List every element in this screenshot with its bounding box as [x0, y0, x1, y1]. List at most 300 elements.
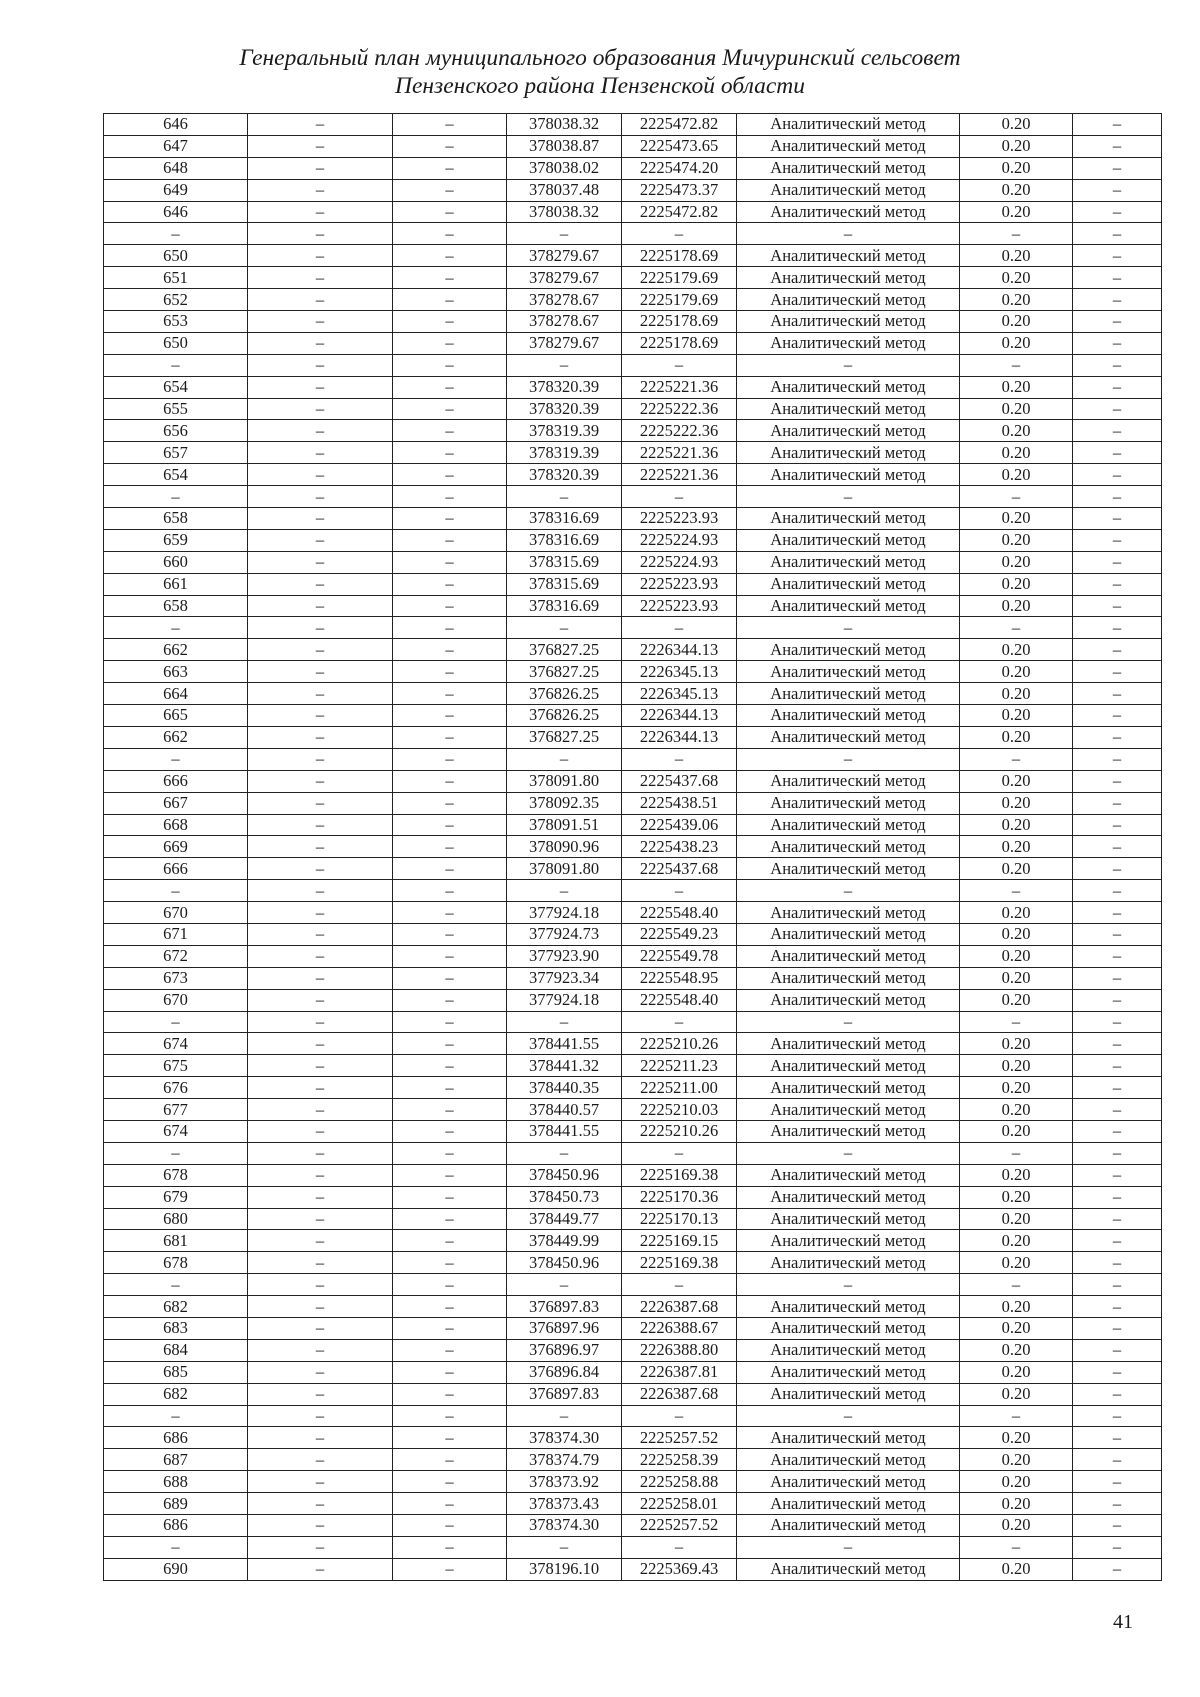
- table-cell: –: [1073, 1208, 1162, 1230]
- table-cell: 679: [104, 1186, 248, 1208]
- table-cell: 0.20: [960, 792, 1073, 814]
- table-row: [104, 486, 1162, 508]
- table-row: [104, 508, 1162, 530]
- table-cell: 0.20: [960, 923, 1073, 945]
- table-cell: –: [248, 1427, 393, 1449]
- table-cell: 646: [104, 114, 248, 136]
- table-cell: –: [248, 135, 393, 157]
- table-cell: 2225210.03: [622, 1099, 737, 1121]
- table-cell: 689: [104, 1493, 248, 1515]
- table-cell: –: [737, 880, 960, 902]
- table-cell: 2225473.37: [622, 179, 737, 201]
- table-cell: –: [1073, 902, 1162, 924]
- table-cell: –: [960, 1536, 1073, 1558]
- table-cell: –: [1073, 1449, 1162, 1471]
- table-cell: –: [248, 858, 393, 880]
- table-cell: –: [248, 1274, 393, 1296]
- table-cell: –: [393, 814, 507, 836]
- table-cell: Аналитический метод: [737, 1449, 960, 1471]
- table-row: [104, 1449, 1162, 1471]
- table-cell: 674: [104, 1033, 248, 1055]
- table-cell: –: [104, 1011, 248, 1033]
- table-row: [104, 1252, 1162, 1274]
- table-cell: –: [1073, 398, 1162, 420]
- table-cell: –: [248, 1383, 393, 1405]
- table-cell: –: [248, 1208, 393, 1230]
- table-cell: –: [507, 1011, 622, 1033]
- table-row: [104, 157, 1162, 179]
- table-cell: 2226344.13: [622, 726, 737, 748]
- table-cell: 2225210.26: [622, 1033, 737, 1055]
- table-cell: –: [1073, 179, 1162, 201]
- table-cell: 0.20: [960, 289, 1073, 311]
- table-cell: 663: [104, 661, 248, 683]
- table-row: [104, 836, 1162, 858]
- table-cell: 2225178.69: [622, 245, 737, 267]
- table-cell: –: [1073, 1361, 1162, 1383]
- table-cell: –: [737, 748, 960, 770]
- table-cell: Аналитический метод: [737, 1296, 960, 1318]
- table-cell: –: [1073, 376, 1162, 398]
- table-cell: 378450.96: [507, 1252, 622, 1274]
- table-cell: 674: [104, 1120, 248, 1142]
- table-cell: –: [248, 1230, 393, 1252]
- table-cell: –: [622, 1011, 737, 1033]
- table-cell: 682: [104, 1296, 248, 1318]
- table-cell: –: [393, 1296, 507, 1318]
- table-row: [104, 398, 1162, 420]
- table-cell: –: [1073, 442, 1162, 464]
- table-cell: Аналитический метод: [737, 201, 960, 223]
- table-cell: 0.20: [960, 157, 1073, 179]
- table-cell: 377923.34: [507, 967, 622, 989]
- table-cell: 376827.25: [507, 726, 622, 748]
- table-cell: –: [393, 551, 507, 573]
- table-cell: 2225224.93: [622, 551, 737, 573]
- table-cell: 2225472.82: [622, 114, 737, 136]
- table-cell: 378320.39: [507, 398, 622, 420]
- table-cell: 666: [104, 858, 248, 880]
- table-cell: –: [393, 1383, 507, 1405]
- table-cell: –: [104, 1142, 248, 1164]
- table-cell: Аналитический метод: [737, 945, 960, 967]
- table-cell: 0.20: [960, 376, 1073, 398]
- table-cell: Аналитический метод: [737, 1208, 960, 1230]
- table-cell: 378450.73: [507, 1186, 622, 1208]
- table-cell: –: [1073, 814, 1162, 836]
- table-cell: –: [248, 376, 393, 398]
- table-cell: 2225437.68: [622, 770, 737, 792]
- table-cell: 0.20: [960, 1427, 1073, 1449]
- table-cell: –: [393, 1361, 507, 1383]
- table-cell: 378319.39: [507, 420, 622, 442]
- table-cell: 378320.39: [507, 376, 622, 398]
- table-cell: –: [393, 989, 507, 1011]
- table-cell: 2225474.20: [622, 157, 737, 179]
- table-cell: –: [248, 508, 393, 530]
- table-row: [104, 179, 1162, 201]
- table-cell: 0.20: [960, 836, 1073, 858]
- table-cell: 0.20: [960, 1099, 1073, 1121]
- table-cell: Аналитический метод: [737, 1493, 960, 1515]
- table-cell: 669: [104, 836, 248, 858]
- table-cell: Аналитический метод: [737, 1164, 960, 1186]
- table-cell: –: [248, 705, 393, 727]
- table-cell: –: [248, 1186, 393, 1208]
- table-cell: 378092.35: [507, 792, 622, 814]
- table-cell: Аналитический метод: [737, 551, 960, 573]
- table-cell: 378440.57: [507, 1099, 622, 1121]
- table-cell: 0.20: [960, 464, 1073, 486]
- table-cell: –: [1073, 332, 1162, 354]
- table-cell: 2225258.01: [622, 1493, 737, 1515]
- table-cell: 687: [104, 1449, 248, 1471]
- table-cell: –: [393, 245, 507, 267]
- table-cell: –: [248, 1558, 393, 1580]
- table-cell: 0.20: [960, 858, 1073, 880]
- table-cell: –: [248, 114, 393, 136]
- table-cell: –: [393, 1405, 507, 1427]
- table-row: [104, 770, 1162, 792]
- table-cell: –: [622, 880, 737, 902]
- table-cell: 647: [104, 135, 248, 157]
- table-cell: –: [960, 617, 1073, 639]
- table-cell: –: [393, 1471, 507, 1493]
- table-cell: 648: [104, 157, 248, 179]
- table-cell: –: [248, 1120, 393, 1142]
- table-cell: 0.20: [960, 639, 1073, 661]
- table-cell: 376896.84: [507, 1361, 622, 1383]
- table-cell: –: [393, 1427, 507, 1449]
- table-cell: 0.20: [960, 1296, 1073, 1318]
- table-row: [104, 1405, 1162, 1427]
- table-cell: 378279.67: [507, 245, 622, 267]
- table-cell: 2225221.36: [622, 464, 737, 486]
- table-cell: –: [393, 770, 507, 792]
- table-cell: 0.20: [960, 1361, 1073, 1383]
- table-row: [104, 617, 1162, 639]
- table-cell: –: [248, 289, 393, 311]
- table-cell: –: [248, 726, 393, 748]
- table-cell: 377924.73: [507, 923, 622, 945]
- table-cell: –: [248, 245, 393, 267]
- table-cell: 681: [104, 1230, 248, 1252]
- table-cell: 0.20: [960, 1449, 1073, 1471]
- table-cell: Аналитический метод: [737, 1427, 960, 1449]
- table-cell: Аналитический метод: [737, 1055, 960, 1077]
- table-cell: –: [393, 1515, 507, 1537]
- table-cell: Аналитический метод: [737, 967, 960, 989]
- table-cell: –: [1073, 1471, 1162, 1493]
- table-cell: Аналитический метод: [737, 442, 960, 464]
- table-cell: 378441.55: [507, 1120, 622, 1142]
- table-cell: –: [1073, 245, 1162, 267]
- table-cell: –: [248, 1339, 393, 1361]
- table-cell: 2225170.13: [622, 1208, 737, 1230]
- table-cell: –: [248, 529, 393, 551]
- table-cell: 0.20: [960, 1493, 1073, 1515]
- table-cell: 670: [104, 989, 248, 1011]
- table-cell: –: [393, 1055, 507, 1077]
- table-cell: –: [393, 267, 507, 289]
- table-row: [104, 726, 1162, 748]
- table-cell: –: [393, 1558, 507, 1580]
- table-cell: 2225169.38: [622, 1252, 737, 1274]
- table-row: [104, 135, 1162, 157]
- table-cell: –: [393, 1033, 507, 1055]
- table-cell: –: [393, 376, 507, 398]
- table-cell: 376827.25: [507, 639, 622, 661]
- table-row: [104, 1142, 1162, 1164]
- table-cell: –: [1073, 1427, 1162, 1449]
- table-cell: 2225211.00: [622, 1077, 737, 1099]
- table-cell: –: [1073, 289, 1162, 311]
- table-cell: Аналитический метод: [737, 923, 960, 945]
- table-cell: Аналитический метод: [737, 464, 960, 486]
- table-cell: –: [393, 1252, 507, 1274]
- table-cell: –: [507, 880, 622, 902]
- table-cell: –: [248, 420, 393, 442]
- table-cell: 0.20: [960, 114, 1073, 136]
- table-cell: –: [507, 617, 622, 639]
- table-cell: 2225439.06: [622, 814, 737, 836]
- table-cell: Аналитический метод: [737, 1186, 960, 1208]
- table-cell: –: [1073, 880, 1162, 902]
- table-row: [104, 376, 1162, 398]
- table-cell: 686: [104, 1515, 248, 1537]
- table-cell: –: [393, 354, 507, 376]
- table-cell: –: [1073, 836, 1162, 858]
- table-cell: 2225437.68: [622, 858, 737, 880]
- table-cell: Аналитический метод: [737, 726, 960, 748]
- table-cell: –: [248, 157, 393, 179]
- table-cell: 664: [104, 683, 248, 705]
- table-cell: 2226387.68: [622, 1296, 737, 1318]
- table-row: [104, 639, 1162, 661]
- table-cell: –: [1073, 1383, 1162, 1405]
- page-header: [0, 44, 1200, 100]
- table-cell: Аналитический метод: [737, 1099, 960, 1121]
- table-cell: –: [248, 1515, 393, 1537]
- table-cell: 0.20: [960, 508, 1073, 530]
- table-cell: Аналитический метод: [737, 376, 960, 398]
- table-cell: –: [1073, 114, 1162, 136]
- table-cell: 378373.92: [507, 1471, 622, 1493]
- table-cell: –: [737, 617, 960, 639]
- table-cell: –: [1073, 858, 1162, 880]
- table-cell: –: [393, 1449, 507, 1471]
- table-cell: Аналитический метод: [737, 311, 960, 333]
- table-cell: 654: [104, 376, 248, 398]
- table-cell: 376827.25: [507, 661, 622, 683]
- table-cell: 2225178.69: [622, 332, 737, 354]
- table-cell: –: [393, 967, 507, 989]
- table-cell: 690: [104, 1558, 248, 1580]
- table-cell: –: [393, 726, 507, 748]
- table-cell: –: [104, 354, 248, 376]
- table-cell: 0.20: [960, 1077, 1073, 1099]
- table-cell: –: [1073, 267, 1162, 289]
- table-cell: –: [248, 1405, 393, 1427]
- table-cell: –: [104, 1405, 248, 1427]
- table-cell: 0.20: [960, 179, 1073, 201]
- table-cell: Аналитический метод: [737, 1317, 960, 1339]
- header-title-line-2: Пензенского района Пензенской области: [395, 73, 805, 99]
- table-cell: 2225223.93: [622, 573, 737, 595]
- table-cell: –: [622, 1536, 737, 1558]
- table-cell: 378374.30: [507, 1515, 622, 1537]
- table-cell: –: [393, 114, 507, 136]
- table-cell: –: [248, 639, 393, 661]
- table-cell: –: [960, 1405, 1073, 1427]
- table-cell: 2225221.36: [622, 376, 737, 398]
- coordinates-table: [103, 113, 1162, 1581]
- table-cell: 0.20: [960, 726, 1073, 748]
- table-cell: –: [248, 1449, 393, 1471]
- table-cell: –: [248, 442, 393, 464]
- table-cell: 2225549.23: [622, 923, 737, 945]
- table-cell: 378278.67: [507, 311, 622, 333]
- table-row: [104, 1493, 1162, 1515]
- table-cell: –: [393, 595, 507, 617]
- table-row: [104, 573, 1162, 595]
- table-cell: 378038.32: [507, 114, 622, 136]
- table-cell: 0.20: [960, 551, 1073, 573]
- table-cell: Аналитический метод: [737, 989, 960, 1011]
- table-cell: –: [393, 1493, 507, 1515]
- table-cell: –: [393, 398, 507, 420]
- table-cell: 378278.67: [507, 289, 622, 311]
- table-cell: Аналитический метод: [737, 792, 960, 814]
- table-cell: 378320.39: [507, 464, 622, 486]
- table-cell: –: [622, 748, 737, 770]
- table-cell: 659: [104, 529, 248, 551]
- header-title-line-1: Генеральный план муниципального образования Мичуринский сельсовет: [239, 45, 961, 71]
- table-cell: –: [248, 967, 393, 989]
- table-cell: –: [622, 486, 737, 508]
- table-cell: Аналитический метод: [737, 267, 960, 289]
- table-cell: 2225438.51: [622, 792, 737, 814]
- table-cell: –: [248, 1471, 393, 1493]
- table-row: [104, 289, 1162, 311]
- table-cell: –: [393, 880, 507, 902]
- table-cell: 0.20: [960, 1558, 1073, 1580]
- table-cell: –: [393, 945, 507, 967]
- table-cell: 0.20: [960, 1252, 1073, 1274]
- table-row: [104, 1317, 1162, 1339]
- table-cell: –: [737, 1011, 960, 1033]
- table-cell: 2225549.78: [622, 945, 737, 967]
- table-cell: Аналитический метод: [737, 770, 960, 792]
- table-cell: –: [393, 923, 507, 945]
- table-cell: –: [1073, 551, 1162, 573]
- table-cell: –: [1073, 311, 1162, 333]
- table-cell: 2225179.69: [622, 289, 737, 311]
- table-cell: –: [1073, 1296, 1162, 1318]
- table-cell: 0.20: [960, 420, 1073, 442]
- table-cell: Аналитический метод: [737, 595, 960, 617]
- table-cell: –: [1073, 1055, 1162, 1077]
- table-cell: Аналитический метод: [737, 398, 960, 420]
- table-cell: –: [960, 1142, 1073, 1164]
- table-cell: Аналитический метод: [737, 836, 960, 858]
- table-cell: 2225169.38: [622, 1164, 737, 1186]
- table-cell: –: [1073, 1164, 1162, 1186]
- table-cell: 665: [104, 705, 248, 727]
- table-cell: –: [1073, 420, 1162, 442]
- table-row: [104, 1361, 1162, 1383]
- table-cell: –: [393, 705, 507, 727]
- table-cell: –: [507, 1536, 622, 1558]
- table-cell: 666: [104, 770, 248, 792]
- table-cell: Аналитический метод: [737, 1339, 960, 1361]
- table-cell: –: [622, 354, 737, 376]
- table-cell: –: [248, 902, 393, 924]
- table-cell: 657: [104, 442, 248, 464]
- table-cell: 376897.83: [507, 1383, 622, 1405]
- table-cell: 0.20: [960, 1208, 1073, 1230]
- table-row: [104, 1339, 1162, 1361]
- table-cell: 0.20: [960, 705, 1073, 727]
- table-cell: Аналитический метод: [737, 858, 960, 880]
- table-row: [104, 1515, 1162, 1537]
- table-cell: –: [248, 1077, 393, 1099]
- table-cell: –: [1073, 1536, 1162, 1558]
- table-cell: –: [393, 508, 507, 530]
- table-cell: 655: [104, 398, 248, 420]
- table-cell: –: [104, 880, 248, 902]
- table-cell: –: [393, 223, 507, 245]
- table-cell: 2225223.93: [622, 508, 737, 530]
- table-cell: 378315.69: [507, 551, 622, 573]
- table-row: [104, 529, 1162, 551]
- table-cell: Аналитический метод: [737, 1033, 960, 1055]
- table-cell: 0.20: [960, 442, 1073, 464]
- table-cell: –: [1073, 705, 1162, 727]
- table-cell: 0.20: [960, 902, 1073, 924]
- table-cell: –: [1073, 573, 1162, 595]
- table-cell: 376826.25: [507, 705, 622, 727]
- table-cell: –: [248, 1493, 393, 1515]
- table-cell: Аналитический метод: [737, 1515, 960, 1537]
- table-cell: 2225472.82: [622, 201, 737, 223]
- table-row: [104, 1383, 1162, 1405]
- table-row: [104, 923, 1162, 945]
- table-cell: 378279.67: [507, 267, 622, 289]
- table-cell: 0.20: [960, 1339, 1073, 1361]
- table-row: [104, 1296, 1162, 1318]
- table-cell: –: [1073, 1339, 1162, 1361]
- table-cell: 2225548.95: [622, 967, 737, 989]
- table-cell: –: [393, 332, 507, 354]
- table-cell: 0.20: [960, 267, 1073, 289]
- table-row: [104, 880, 1162, 902]
- table-cell: –: [248, 223, 393, 245]
- table-cell: 378440.35: [507, 1077, 622, 1099]
- table-cell: –: [393, 311, 507, 333]
- table-cell: –: [1073, 726, 1162, 748]
- table-cell: 2225222.36: [622, 420, 737, 442]
- table-row: [104, 420, 1162, 442]
- table-row: [104, 1471, 1162, 1493]
- table-cell: Аналитический метод: [737, 245, 960, 267]
- table-cell: 0.20: [960, 245, 1073, 267]
- table-cell: 686: [104, 1427, 248, 1449]
- table-cell: Аналитический метод: [737, 420, 960, 442]
- table-cell: –: [248, 1296, 393, 1318]
- table-cell: 378091.51: [507, 814, 622, 836]
- table-cell: –: [1073, 1230, 1162, 1252]
